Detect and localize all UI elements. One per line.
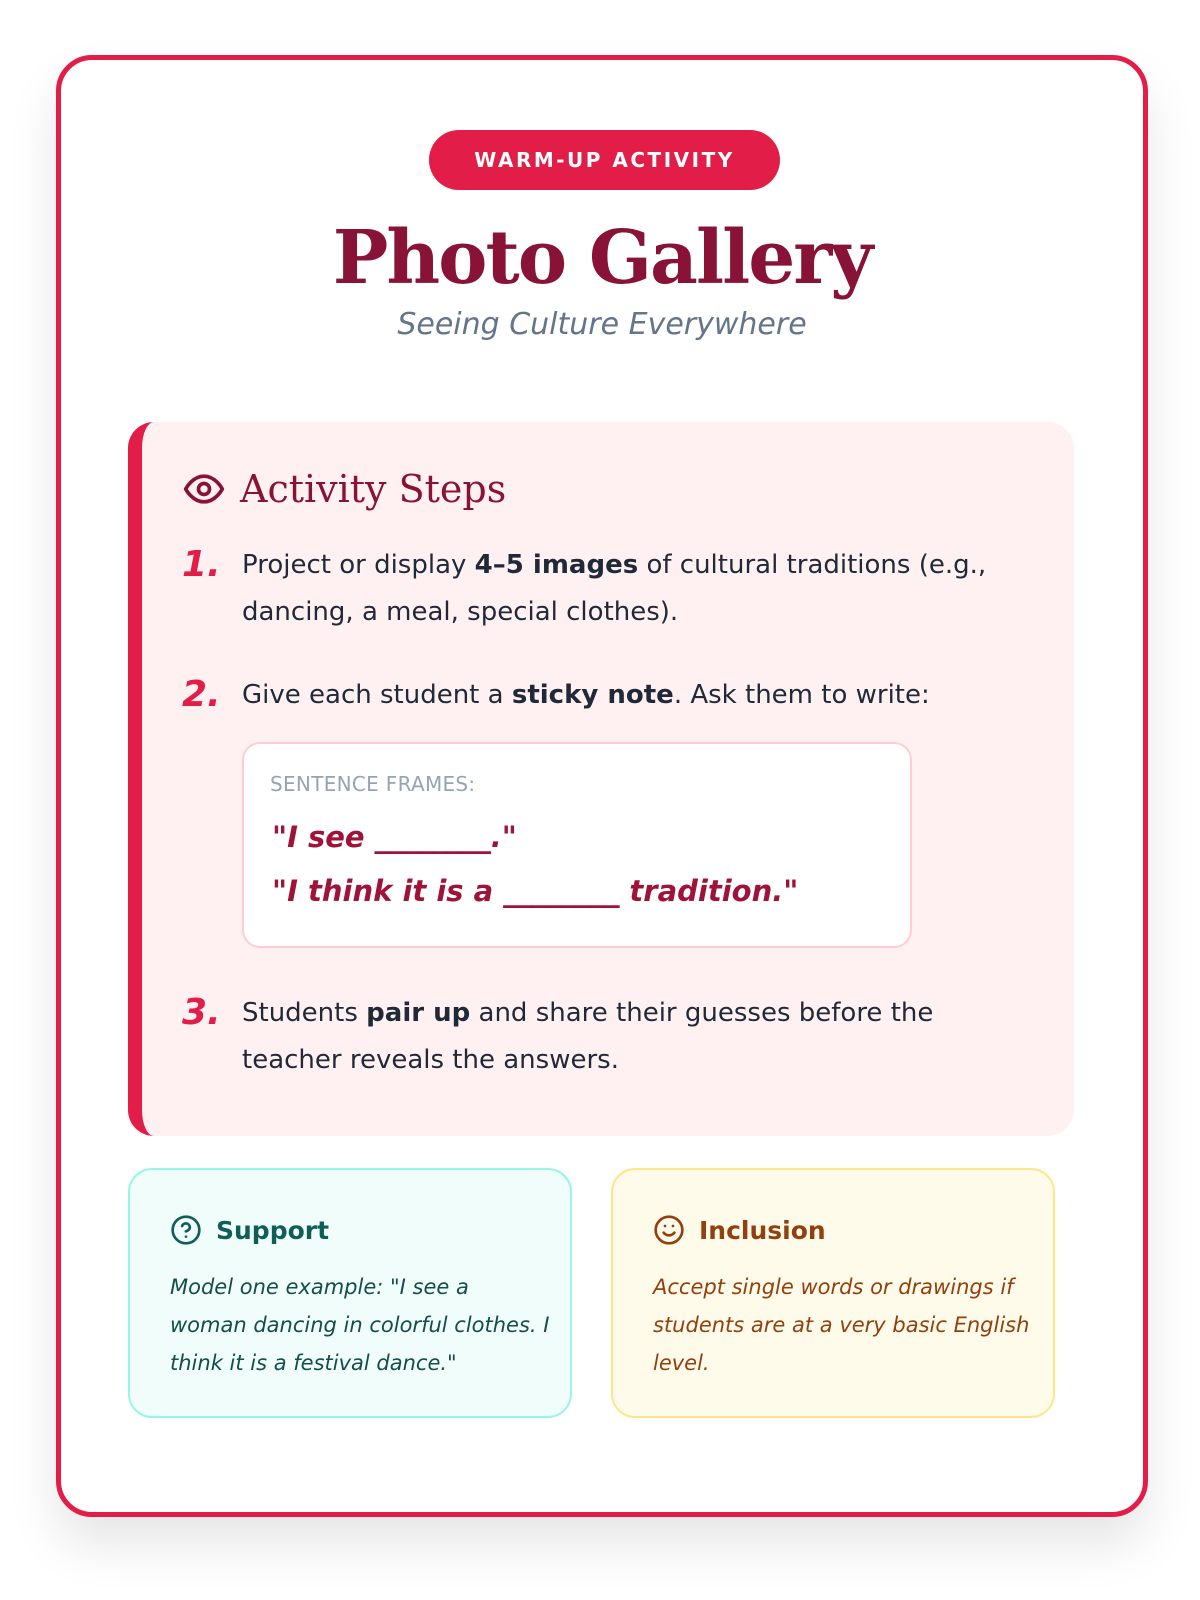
step-number: 3. [182,992,221,1033]
page-title: Photo Gallery [332,215,872,301]
smile-icon [653,1214,685,1246]
support-title: Support [216,1215,330,1245]
activity-card [56,55,1148,1517]
sentence-frame: "I think it is a ________ tradition." [272,874,799,908]
category-badge: WARM-UP ACTIVITY [429,130,780,190]
eye-icon [182,467,226,511]
support-header [170,1214,329,1246]
step-number: 1. [182,544,221,585]
steps-title: Activity Steps [240,467,507,511]
step-number: 2. [182,674,221,715]
step-text: Give each student a sticky note. Ask them to write: [242,680,930,710]
support-text: Model one example: "I see a woman dancing in colorful clothes. I think it is a festival dance." [170,1275,550,1375]
step-item [182,542,1022,636]
step-item [182,990,1022,1084]
sentence-frames-label: SENTENCE FRAMES: [270,772,476,796]
page-subtitle: Seeing Culture Everywhere [397,307,807,342]
support-tip [128,1168,572,1418]
activity-steps-panel [128,422,1074,1136]
steps-header [182,464,506,514]
step-text: Project or display 4–5 images of cultural traditions (e.g., dancing, a meal, special clothes). [242,550,987,627]
inclusion-text: Accept single words or drawings if students are at a very basic English level. [653,1275,1030,1375]
step-item [182,672,1022,719]
question-circle-icon [170,1214,202,1246]
inclusion-title: Inclusion [699,1215,826,1245]
sentence-frame: "I see ________." [272,820,517,854]
inclusion-header [653,1214,826,1246]
sentence-frames-box [242,742,912,948]
inclusion-tip [611,1168,1055,1418]
step-text: Students pair up and share their guesses before the teacher reveals the answers. [242,998,934,1075]
